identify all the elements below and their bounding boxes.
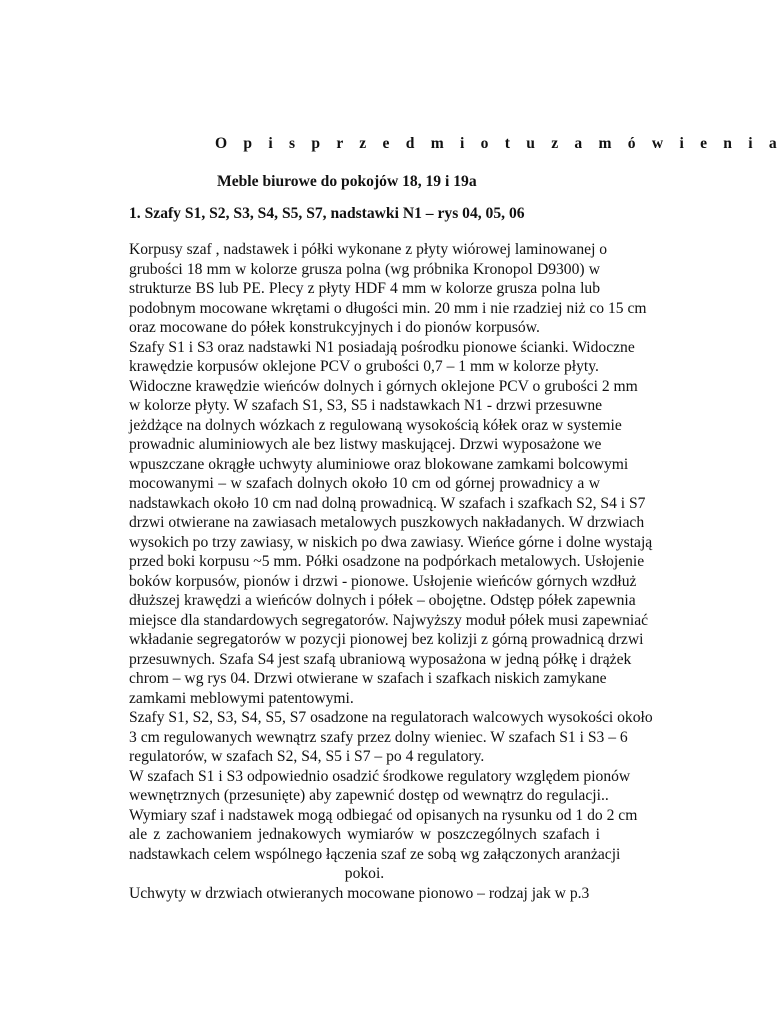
text-line: krawędzie korpusów oklejone PCV o grubości 0,7 – 1 mm w kolorze płyty.: [129, 358, 599, 375]
text-line: Wymiary szaf i nadstawek mogą odbiegać od opisanych na rysunku od 1 do 2 cm: [129, 806, 638, 824]
document-subtitle: Meble biurowe do pokojów 18, 19 i 19a: [217, 173, 477, 190]
text-line: Widoczne krawędzie wieńców dolnych i górnych oklejone PCV o grubości 2 mm: [129, 377, 638, 395]
text-line: drzwi otwierane na zawiasach metalowych puszkowych nakładanych. W drzwiach: [129, 514, 645, 531]
body-text: [129, 240, 653, 903]
text-line: regulatorów, w szafach S2, S4, S5 i S7 – po 4 regulatory.: [129, 748, 485, 765]
text-line: grubości 18 mm w kolorze grusza polna (wg próbnika Kronopol D9300) w: [129, 260, 600, 278]
text-line: przed boki korpusu ~5 mm. Półki osadzone na podpórkach metalowych. Usłojenie: [129, 553, 645, 570]
text-line: strukturze BS lub PE. Plecy z płyty HDF 4 mm w kolorze grusza polna lub: [129, 280, 600, 297]
text-line: chrom – wg rys 04. Drzwi otwierane w szafach i szafkach niskich zamykane: [129, 670, 607, 687]
text-line: przesuwnych. Szafa S4 jest szafą ubraniową wyposażona w jedną półkę i drążek: [129, 650, 632, 668]
text-line: Uchwyty w drzwiach otwieranych mocowane pionowo – rodzaj jak w p.3: [129, 884, 590, 902]
text-line: w kolorze płyty. W szafach S1, S3, S5 i nadstawkach N1 - drzwi przesuwne: [129, 397, 603, 414]
document-title: O p i s p r z e d m i o t u z a m ó w i e n i a: [215, 135, 783, 152]
text-line: miejsce dla standardowych segregatorów. Najwyższy moduł półek musi zapewniać: [129, 611, 649, 629]
text-line: wysokich po trzy zawiasy, w niskich po dwa zawiasy. Wieńce górne i dolne wystają: [129, 533, 653, 551]
text-line: Szafy S1 i S3 oraz nadstawki N1 posiadają pośrodku pionowe ścianki. Widoczne: [129, 338, 635, 356]
text-line: oraz mocowane do półek konstrukcyjnych i do pionów korpusów.: [129, 319, 540, 336]
text-line: wewnętrznych (przesunięte) aby zapewnić dostęp od wewnątrz do regulacji..: [129, 787, 609, 804]
text-line: wkładanie segregatorów w pozycji pionowej bez kolizji z górną prowadnicą drzwi: [129, 631, 644, 648]
text-line: Szafy S1, S2, S3, S4, S5, S7 osadzone na regulatorach walcowych wysokości około: [129, 709, 653, 726]
text-line: W szafach S1 i S3 odpowiednio osadzić środkowe regulatory względem pionów: [129, 767, 631, 785]
text-line: pokoi.: [344, 865, 385, 882]
text-line: dłuższej krawędzi a wieńców dolnych i półek – obojętne. Odstęp półek zapewnia: [129, 592, 636, 609]
text-line: jeżdżące na dolnych wózkach z regulowaną wysokością kółek oraz w systemie: [129, 416, 622, 434]
text-line: boków korpusów, pionów i drzwi - pionowe. Usłojenie wieńców górnych wzdłuż: [129, 572, 637, 590]
text-line: Korpusy szaf , nadstawek i półki wykonane z płyty wiórowej laminowanej o: [129, 241, 608, 258]
text-line: 3 cm regulowanych wewnątrz szafy przez dolny wieniec. W szafach S1 i S3 – 6: [129, 728, 628, 746]
text-line: podobnym mocowane wkrętami o długości min. 20 mm i nie rzadziej niż co 15 cm: [129, 299, 647, 317]
text-line: nadstawkach celem wspólnego łączenia szaf ze sobą wg załączonych aranżacji: [129, 845, 621, 863]
section-title: 1. Szafy S1, S2, S3, S4, S5, S7, nadstawki N1 – rys 04, 05, 06: [129, 205, 525, 222]
text-line: nadstawkach około 10 cm nad dolną prowadnicą. W szafach i szafkach S2, S4 i S7: [129, 494, 646, 512]
text-line: mocowanymi – w szafach dolnych około 10 cm od górnej prowadnicy a w: [129, 475, 600, 492]
text-line: wpuszczane okrągłe uchwyty aluminiowe oraz blokowane zamkami bolcowymi: [129, 455, 629, 473]
text-line: prowadnic aluminiowych ale bez listwy maskującej. Drzwi wyposażone we: [129, 436, 602, 453]
text-line: zamkami meblowymi patentowymi.: [129, 689, 354, 707]
text-line: ale z zachowaniem jednakowych wymiarów w poszczególnych szafach i: [129, 826, 600, 843]
